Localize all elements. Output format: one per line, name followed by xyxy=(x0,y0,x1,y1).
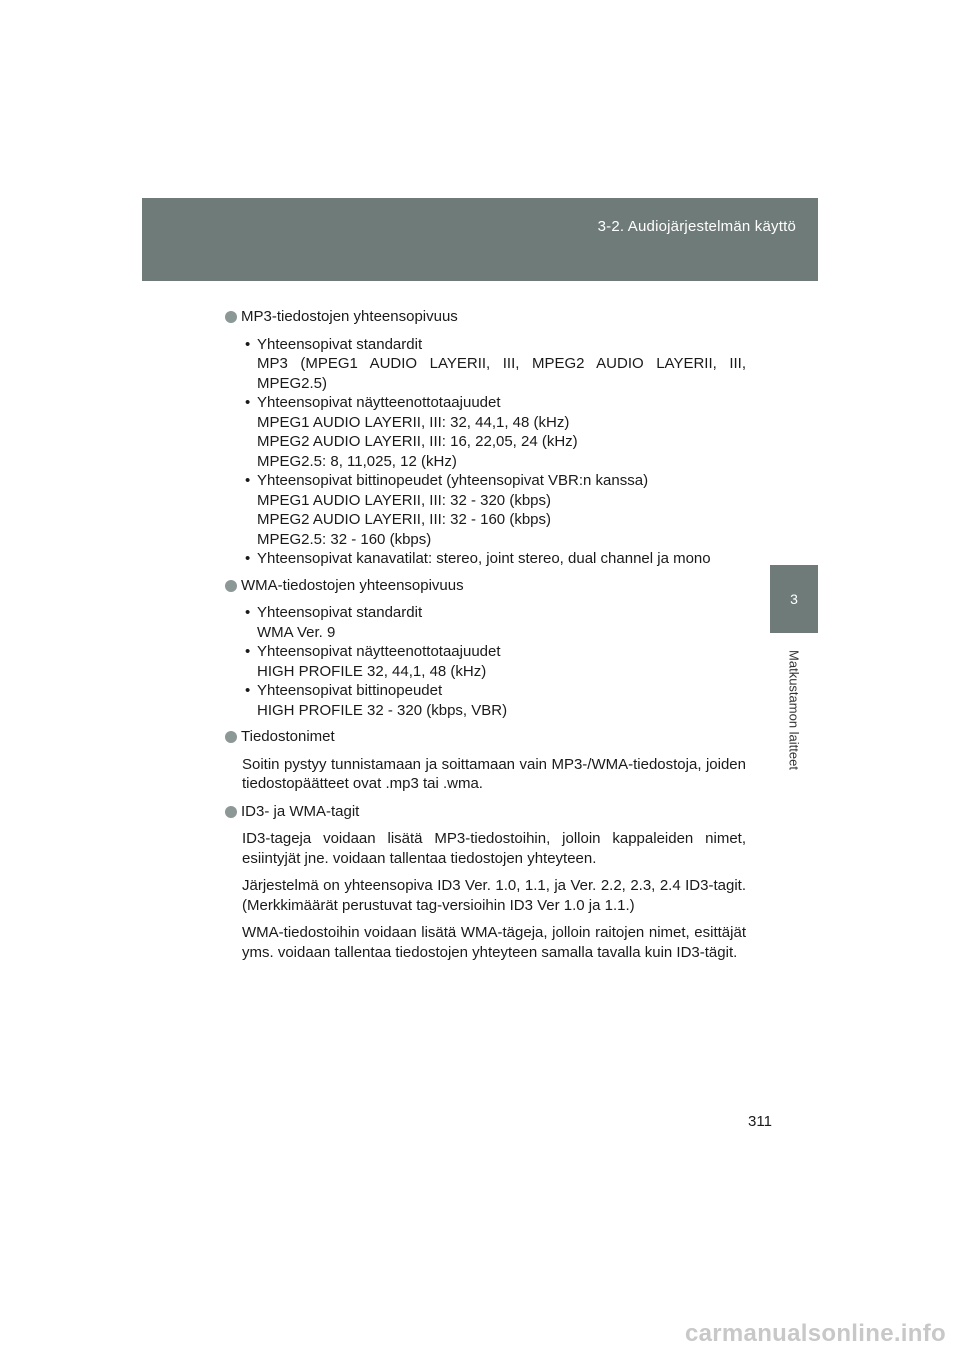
page-number: 311 xyxy=(748,1113,772,1130)
item-line: WMA Ver. 9 xyxy=(257,623,336,641)
chapter-number: 3 xyxy=(790,591,798,607)
paragraph-line: WMA-tiedostoihin voidaan lisätä WMA-tägeja, jolloin raitojen nimet, esittäjät xyxy=(242,924,746,941)
list-item xyxy=(224,642,746,681)
section-wma xyxy=(224,576,746,721)
item-line: HIGH PROFILE 32 - 320 (kbps, VBR) xyxy=(257,701,508,719)
bullet-circle-icon xyxy=(225,731,237,743)
list-item xyxy=(224,681,746,720)
item-label: Yhteensopivat standardit xyxy=(257,335,423,353)
section-tags xyxy=(224,802,746,963)
item-line: MP3 (MPEG1 AUDIO LAYERII, III, MPEG2 AUDIO LAYERII, III, xyxy=(257,355,746,372)
list-item xyxy=(224,393,746,471)
paragraph xyxy=(224,829,746,868)
paragraph-line: tiedostopäätteet ovat .mp3 tai .wma. xyxy=(242,775,483,792)
chapter-label: Matkustamon laitteet xyxy=(786,650,802,770)
section-mp3 xyxy=(224,307,746,569)
item-line: MPEG2 AUDIO LAYERII, III: 32 - 160 (kbps) xyxy=(257,511,551,528)
bullet-mark: • xyxy=(245,643,251,660)
watermark: carmanualsonline.info xyxy=(684,1320,946,1347)
chapter-tab xyxy=(770,565,818,633)
item-label: Yhteensopivat bittinopeudet xyxy=(257,682,443,699)
section-filenames xyxy=(224,727,746,794)
section-heading xyxy=(224,727,746,747)
paragraph-line: Soitin pystyy tunnistamaan ja soittamaan vain MP3-/WMA-tiedostoja, joiden xyxy=(242,755,746,773)
bullet-mark: • xyxy=(245,682,251,699)
paragraph-line: yms. voidaan tallentaa tiedostojen yhteyteen samalla tavalla kuin ID3-tägit. xyxy=(242,943,738,961)
item-line: MPEG2.5: 8, 11,025, 12 (kHz) xyxy=(257,452,457,470)
item-line: MPEG2.5: 32 - 160 (kbps) xyxy=(257,530,432,548)
item-label: Yhteensopivat näytteenottotaajuudet xyxy=(257,643,501,660)
heading-text: MP3-tiedostojen yhteensopivuus xyxy=(241,308,458,325)
list-item xyxy=(224,549,746,569)
paragraph-line: (Merkkimäärät perustuvat tag-versioihin ID3 Ver 1.0 ja 1.1.) xyxy=(242,896,635,914)
item-label: Yhteensopivat standardit xyxy=(257,604,423,621)
bullet-circle-icon xyxy=(225,806,237,818)
bullet-mark: • xyxy=(245,394,251,411)
section-heading xyxy=(224,576,746,596)
item-line: HIGH PROFILE 32, 44,1, 48 (kHz) xyxy=(257,662,487,680)
item-line: MPEG1 AUDIO LAYERII, III: 32, 44,1, 48 (kHz) xyxy=(257,413,570,431)
item-line: MPEG2 AUDIO LAYERII, III: 16, 22,05, 24 (kHz) xyxy=(257,433,578,450)
paragraph xyxy=(224,876,746,915)
section-title: 3-2. Audiojärjestelmän käyttö xyxy=(597,218,796,235)
bullet-mark: • xyxy=(245,335,251,353)
bullet-mark: • xyxy=(245,550,251,567)
page-content xyxy=(224,307,746,970)
paragraph-line: esiintyjät jne. voidaan tallentaa tiedostojen yhteyteen. xyxy=(242,849,597,867)
heading-text: ID3- ja WMA-tagit xyxy=(241,802,360,820)
bullet-mark: • xyxy=(245,472,251,489)
paragraph-line: ID3-tageja voidaan lisätä MP3-tiedostoihin, jolloin kappaleiden nimet, xyxy=(242,830,746,847)
heading-text: WMA-tiedostojen yhteensopivuus xyxy=(241,576,464,594)
list-item xyxy=(224,603,746,642)
item-label: Yhteensopivat bittinopeudet (yhteensopivat VBR:n kanssa) xyxy=(257,472,649,489)
bullet-mark: • xyxy=(245,604,251,621)
heading-text: Tiedostonimet xyxy=(241,728,335,745)
paragraph xyxy=(224,923,746,962)
item-label: Yhteensopivat kanavatilat: stereo, joint stereo, dual channel ja mono xyxy=(257,550,711,567)
item-label: Yhteensopivat näytteenottotaajuudet xyxy=(257,394,501,411)
list-item xyxy=(224,335,746,394)
list-item xyxy=(224,471,746,549)
section-heading xyxy=(224,307,746,327)
item-line: MPEG2.5) xyxy=(257,374,328,392)
bullet-circle-icon xyxy=(225,580,237,592)
bullet-circle-icon xyxy=(225,311,237,323)
item-line: MPEG1 AUDIO LAYERII, III: 32 - 320 (kbps) xyxy=(257,491,551,509)
section-heading xyxy=(224,802,746,822)
paragraph xyxy=(224,755,746,794)
header-band xyxy=(142,198,818,281)
paragraph-line: Järjestelmä on yhteensopiva ID3 Ver. 1.0, 1.1, ja Ver. 2.2, 2.3, 2.4 ID3-tagit. xyxy=(242,877,746,894)
